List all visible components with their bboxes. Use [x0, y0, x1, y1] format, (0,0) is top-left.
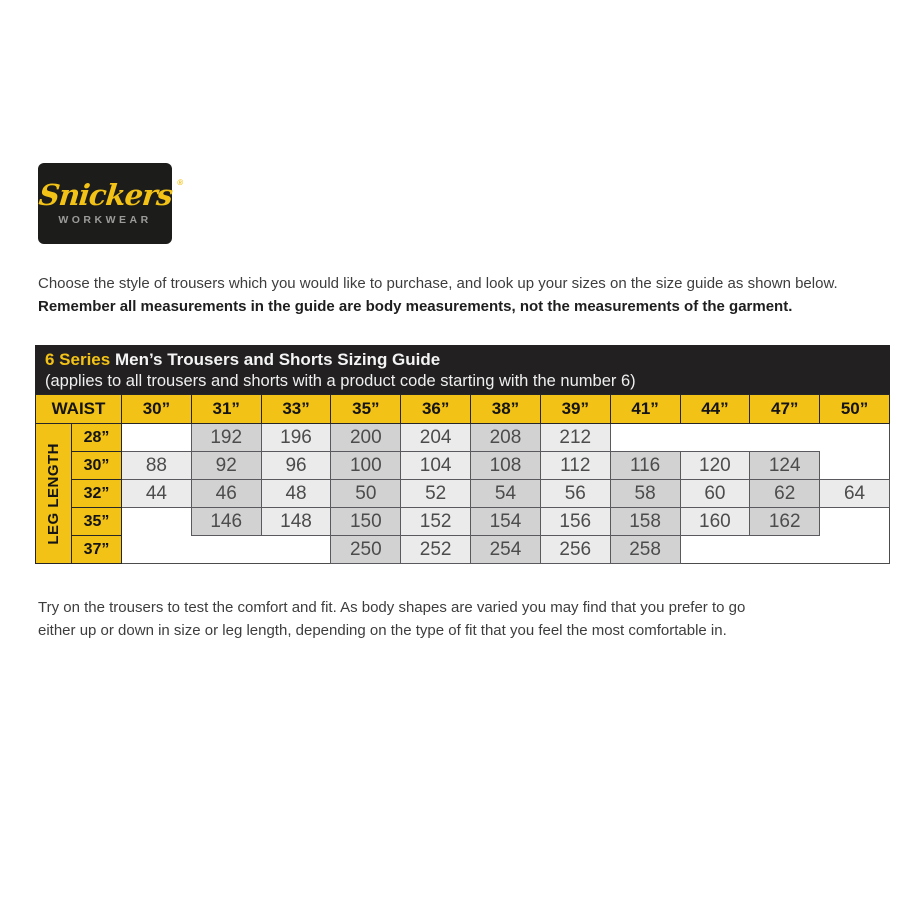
size-cell: 52 [401, 480, 471, 508]
size-cell: 208 [471, 424, 541, 452]
size-cell: 56 [540, 480, 610, 508]
size-cell: 48 [261, 480, 331, 508]
registered-trademark-icon: ® [176, 178, 183, 188]
waist-size-header: 41” [610, 395, 680, 424]
leg-length-header [36, 424, 72, 564]
waist-size-header: 36” [401, 395, 471, 424]
size-cell: 250 [331, 536, 401, 564]
fit-note-text [38, 596, 745, 642]
empty-cell [820, 536, 890, 564]
size-cell: 256 [540, 536, 610, 564]
size-cell: 112 [540, 452, 610, 480]
size-cell: 64 [820, 480, 890, 508]
size-cell: 252 [401, 536, 471, 564]
brand-name: Snickers [36, 178, 174, 213]
empty-cell [680, 536, 750, 564]
empty-cell [261, 536, 331, 564]
leg-size-label: 30” [72, 452, 122, 480]
waist-size-header: 33” [261, 395, 331, 424]
empty-cell [680, 424, 750, 452]
note-line1: Try on the trousers to test the comfort and fit. As body shapes are varied you may find that you prefer to go [38, 599, 746, 616]
size-cell: 156 [540, 508, 610, 536]
waist-size-header: 35” [331, 395, 401, 424]
snickers-logo [36, 163, 183, 244]
waist-size-header: 50” [820, 395, 890, 424]
empty-cell [820, 508, 890, 536]
sizing-guide-subtitle: (applies to all trousers and shorts with a product code starting with the number 6) [45, 372, 636, 390]
size-cell: 120 [680, 452, 750, 480]
empty-cell [191, 536, 261, 564]
size-cell: 50 [331, 480, 401, 508]
empty-cell [820, 452, 890, 480]
size-cell: 200 [331, 424, 401, 452]
waist-size-header: 31” [191, 395, 261, 424]
size-cell: 196 [261, 424, 331, 452]
empty-cell [610, 424, 680, 452]
size-cell: 58 [610, 480, 680, 508]
snickers-logo-wordmark [36, 178, 183, 213]
size-cell: 44 [122, 480, 192, 508]
size-cell: 148 [261, 508, 331, 536]
size-cell: 88 [122, 452, 192, 480]
size-cell: 254 [471, 536, 541, 564]
waist-header: WAIST [36, 395, 122, 424]
leg-size-label: 37” [72, 536, 122, 564]
size-cell: 154 [471, 508, 541, 536]
empty-cell [750, 536, 820, 564]
size-cell: 62 [750, 480, 820, 508]
intro-text [38, 272, 838, 318]
size-cell: 258 [610, 536, 680, 564]
leg-size-label: 28” [72, 424, 122, 452]
empty-cell [750, 424, 820, 452]
size-cell: 212 [540, 424, 610, 452]
size-cell: 92 [191, 452, 261, 480]
intro-line1: Choose the style of trousers which you would like to purchase, and look up your sizes on the size guide as shown below. [38, 275, 838, 292]
intro-line2-bold: Remember all measurements in the guide are body measurements, not the measurements of the garment. [38, 298, 793, 315]
empty-cell [122, 508, 192, 536]
size-cell: 158 [610, 508, 680, 536]
sizing-guide-title [45, 349, 890, 371]
size-cell: 152 [401, 508, 471, 536]
waist-size-header: 38” [471, 395, 541, 424]
size-cell: 108 [471, 452, 541, 480]
empty-cell [122, 536, 192, 564]
size-cell: 100 [331, 452, 401, 480]
note-line2: either up or down in size or leg length, depending on the type of fit that you feel the most comfortable in. [38, 622, 727, 639]
series-label: 6 Series [45, 350, 111, 369]
size-cell: 124 [750, 452, 820, 480]
size-cell: 116 [610, 452, 680, 480]
size-cell: 96 [261, 452, 331, 480]
empty-cell [820, 424, 890, 452]
size-table [35, 394, 890, 564]
waist-size-header: 30” [122, 395, 192, 424]
size-cell: 192 [191, 424, 261, 452]
size-cell: 146 [191, 508, 261, 536]
size-cell: 160 [680, 508, 750, 536]
sizing-guide-title-bar [35, 345, 890, 394]
size-cell: 46 [191, 480, 261, 508]
title-text: Men’s Trousers and Shorts Sizing Guide [110, 350, 441, 369]
size-cell: 54 [471, 480, 541, 508]
waist-size-header: 39” [540, 395, 610, 424]
waist-size-header: 47” [750, 395, 820, 424]
empty-cell [122, 424, 192, 452]
workwear-label: WORKWEAR [58, 214, 152, 227]
size-cell: 104 [401, 452, 471, 480]
waist-size-header: 44” [680, 395, 750, 424]
size-cell: 162 [750, 508, 820, 536]
size-cell: 60 [680, 480, 750, 508]
leg-size-label: 35” [72, 508, 122, 536]
size-cell: 150 [331, 508, 401, 536]
leg-length-vertical-label: LEG LENGTH [45, 442, 62, 545]
leg-size-label: 32” [72, 480, 122, 508]
size-cell: 204 [401, 424, 471, 452]
